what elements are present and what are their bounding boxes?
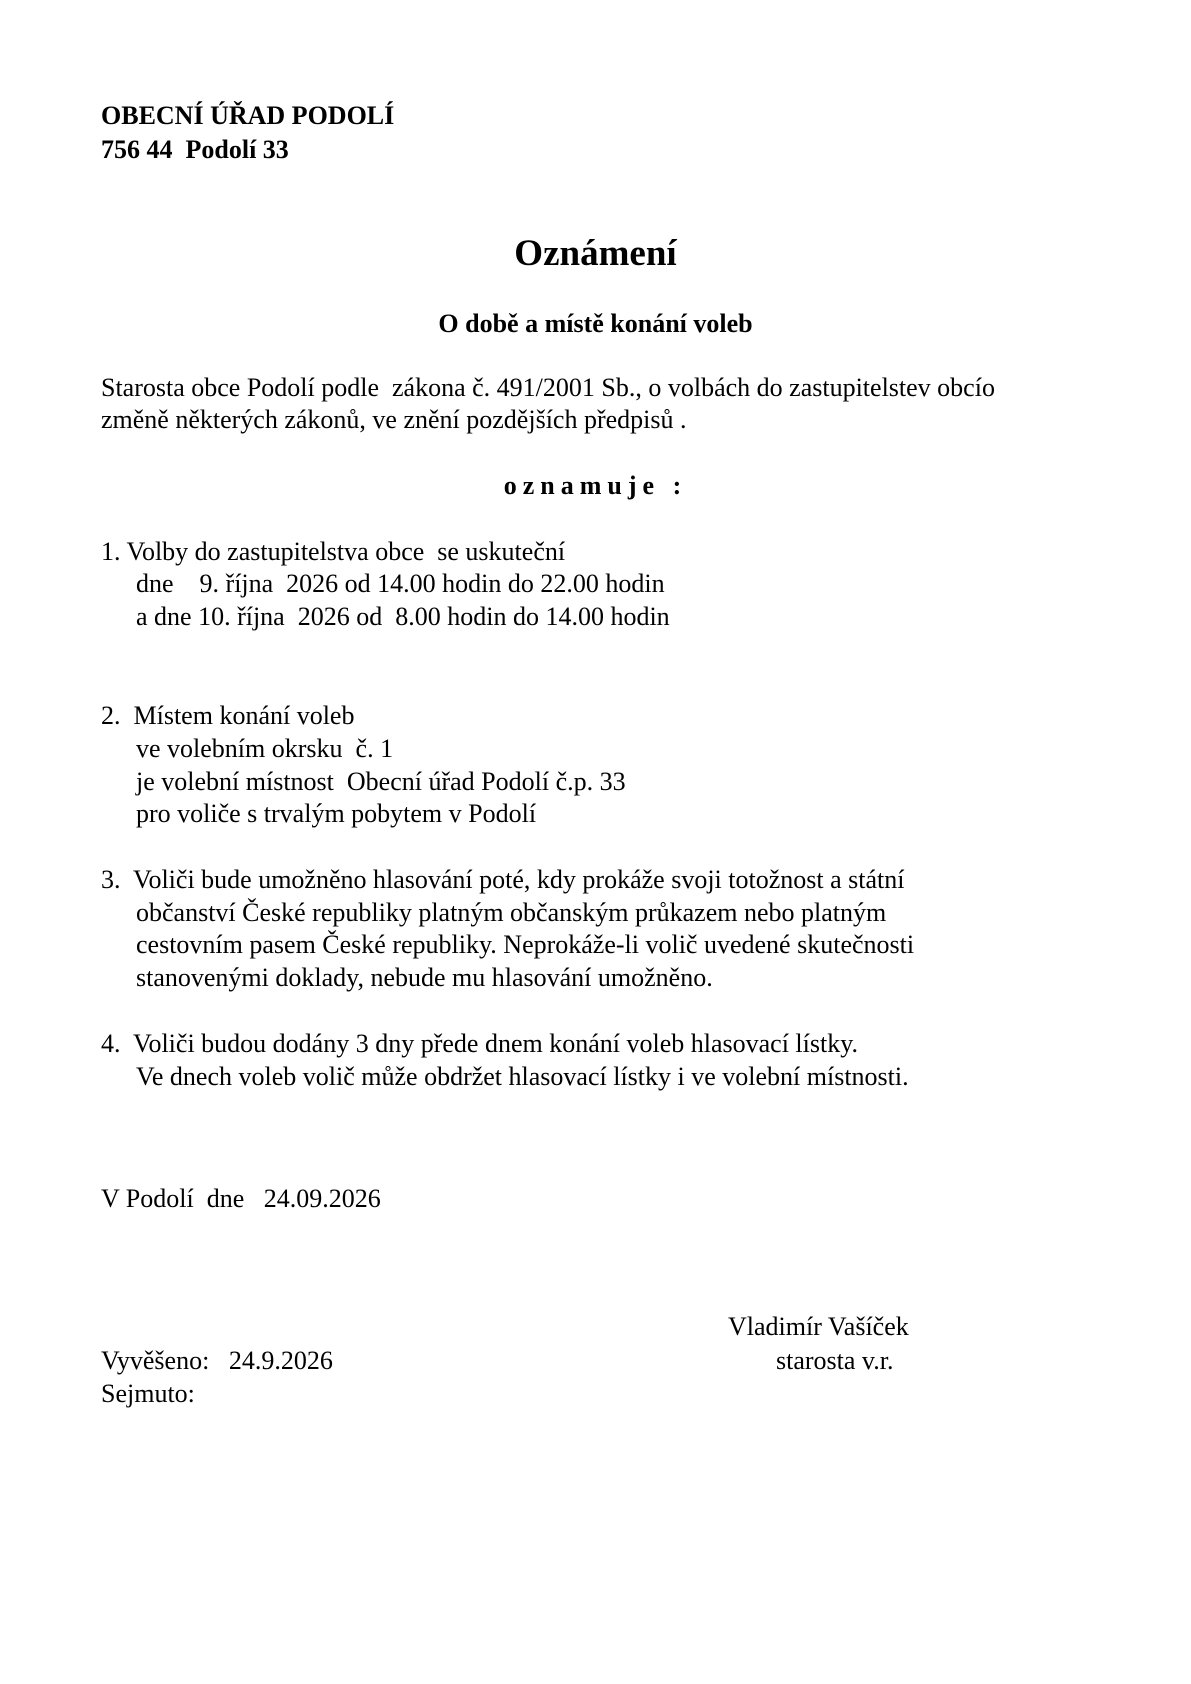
- item-2-line-3: je volební místnost Obecní úřad Podolí č.p. 33: [136, 767, 626, 796]
- signer-name: Vladimír Vašíček: [728, 1312, 909, 1341]
- announces-heading: oznamuje :: [503, 471, 688, 500]
- item-3-line-2: občanství České republiky platným občanským průkazem nebo platným: [136, 898, 887, 927]
- document-title: Oznámení: [514, 233, 677, 274]
- item-2-line-2: ve volebním okrsku č. 1: [136, 734, 394, 763]
- item-3-line-1: 3. Voliči bude umožněno hlasování poté, kdy prokáže svoji totožnost a státní: [101, 865, 905, 894]
- item-2-line-1: 2. Místem konání voleb: [101, 701, 355, 730]
- intro-line-1: Starosta obce Podolí podle zákona č. 491/2001 Sb., o volbách do zastupitelstev obcío: [101, 373, 995, 402]
- item-4-line-1: 4. Voliči budou dodány 3 dny přede dnem konání voleb hlasovací lístky.: [101, 1029, 859, 1058]
- item-2-line-4: pro voliče s trvalým pobytem v Podolí: [136, 799, 537, 828]
- office-address: 756 44 Podolí 33: [101, 135, 289, 164]
- removed-date: Sejmuto:: [101, 1379, 195, 1408]
- item-1-line-1: 1. Volby do zastupitelstva obce se uskuteční: [101, 537, 566, 566]
- signer-role: starosta v.r.: [776, 1346, 894, 1375]
- item-3-line-4: stanovenými doklady, nebude mu hlasování umožněno.: [136, 963, 713, 992]
- item-1-line-3: a dne 10. října 2026 od 8.00 hodin do 14.00 hodin: [136, 602, 670, 631]
- place-and-date: V Podolí dne 24.09.2026: [101, 1184, 381, 1213]
- posted-date: Vyvěšeno: 24.9.2026: [101, 1346, 333, 1375]
- intro-line-2: změně některých zákonů, ve znění pozdějších předpisů .: [101, 405, 687, 434]
- document-subtitle: O době a místě konání voleb: [438, 309, 753, 338]
- item-4-line-2: Ve dnech voleb volič může obdržet hlasovací lístky i ve volební místnosti.: [136, 1062, 909, 1091]
- item-3-line-3: cestovním pasem České republiky. Neprokáže-li volič uvedené skutečnosti: [136, 930, 915, 959]
- item-1-line-2: dne 9. října 2026 od 14.00 hodin do 22.00 hodin: [136, 569, 665, 598]
- office-name: OBECNÍ ÚŘAD PODOLÍ: [101, 101, 395, 130]
